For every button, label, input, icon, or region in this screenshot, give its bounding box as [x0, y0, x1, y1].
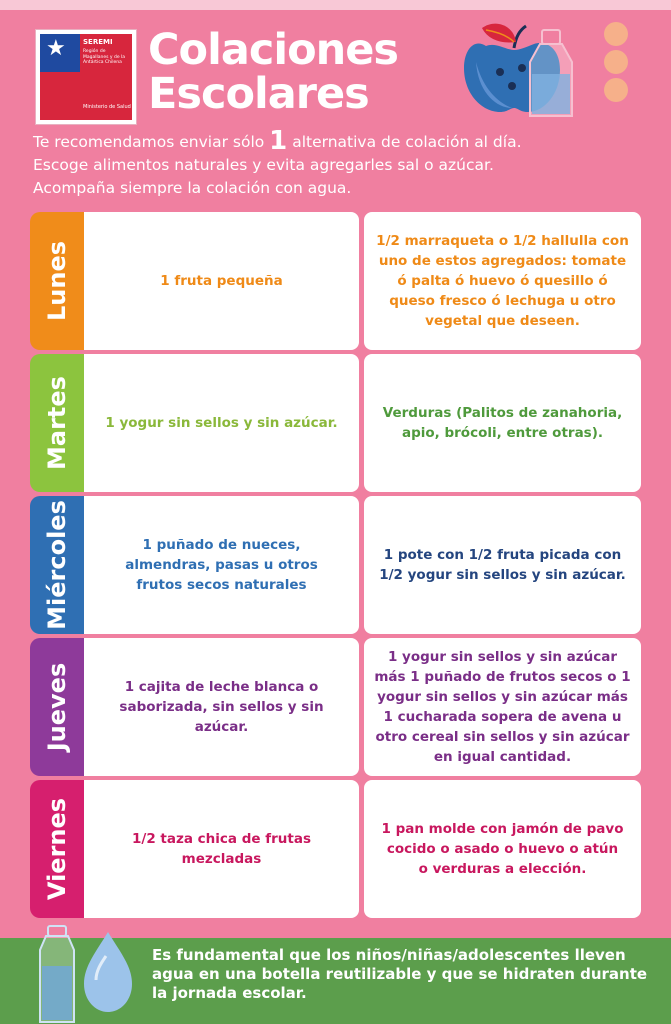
intro-line-3: Acompaña siempre la colación con agua. [33, 179, 352, 197]
flag-red-field [40, 72, 80, 120]
snack-option-2: 1 pan molde con jamón de pavo cocido o asado o huevo o atún o verduras a elección. [364, 780, 641, 918]
water-drop-icon [84, 932, 132, 1012]
day-name: Jueves [43, 662, 71, 752]
page-title [148, 25, 398, 119]
snack-option-2: Verduras (Palitos de zanahoria, apio, brócoli, entre otras). [364, 354, 641, 492]
intro-line-1 [33, 126, 653, 156]
day-name: Viernes [43, 797, 71, 901]
snack-option-1: 1 cajita de leche blanca o saborizada, sin sellos y sin azúcar. [84, 638, 359, 776]
day-row-jueves [30, 638, 641, 776]
day-name: Miércoles [43, 500, 71, 630]
water-bottle-and-drop-illustration [30, 922, 150, 1024]
intro-line-1b: alternativa de colación al día. [287, 133, 522, 151]
day-row-martes [30, 354, 641, 492]
logo-ministry: Ministerio de Salud [83, 104, 131, 110]
logo-seremi: SEREMI [83, 38, 113, 46]
snack-option-2: 1 pote con 1/2 fruta picada con 1/2 yogur sin sellos y sin azúcar. [364, 496, 641, 634]
snack-option-2: 1/2 marraqueta o 1/2 hallulla con uno de estos agregados: tomate ó palta ó huevo ó quesillo ó queso fresco ó lechuga u otro vegetal que deseen. [364, 212, 641, 350]
day-name: Martes [43, 376, 71, 470]
snack-option-1: 1/2 taza chica de frutas mezcladas [84, 780, 359, 918]
snack-option-1: 1 fruta pequeña [84, 212, 359, 350]
intro-number: 1 [269, 126, 288, 156]
bottle-illustration-icon [530, 30, 572, 116]
intro-line-1a: Te recomendamos enviar sólo [33, 133, 270, 151]
day-label-viernes [30, 780, 84, 918]
intro-line-2: Escoge alimentos naturales y evita agregarles sal o azúcar. [33, 156, 494, 174]
water-bottle-icon [40, 926, 74, 1022]
pink-dots-decoration [604, 22, 628, 102]
day-label-jueves [30, 638, 84, 776]
intro-text [33, 126, 653, 200]
title-line-2: Escolares [148, 69, 369, 119]
snack-option-2: 1 yogur sin sellos y sin azúcar más 1 puñado de frutos secos o 1 yogur sin sellos y sin azúcar más 1 cucharada sopera de avena u otro cereal sin sellos y sin azúcar en igual cantidad. [364, 638, 641, 776]
day-row-viernes [30, 780, 641, 918]
footer-text: Es fundamental que los niños/niñas/adolescentes lleven agua en una botella reutilizable y que se hidraten durante la jornada escolar. [152, 946, 648, 1002]
snack-option-1: 1 yogur sin sellos y sin azúcar. [84, 354, 359, 492]
seremi-logo [36, 30, 136, 124]
logo-region: Región de Magallanes y de la Antártica Chilena [83, 49, 126, 65]
day-label-miercoles [30, 496, 84, 634]
day-name: Lunes [43, 240, 71, 322]
day-row-miercoles [30, 496, 641, 634]
apple-and-bottle-illustration [456, 12, 671, 124]
snack-option-1: 1 puñado de nueces, almendras, pasas u otros frutos secos naturales [84, 496, 359, 634]
star-icon: ★ [46, 36, 66, 61]
day-label-martes [30, 354, 84, 492]
day-row-lunes [30, 212, 641, 350]
title-line-1: Colaciones [148, 25, 398, 75]
day-label-lunes [30, 212, 84, 350]
